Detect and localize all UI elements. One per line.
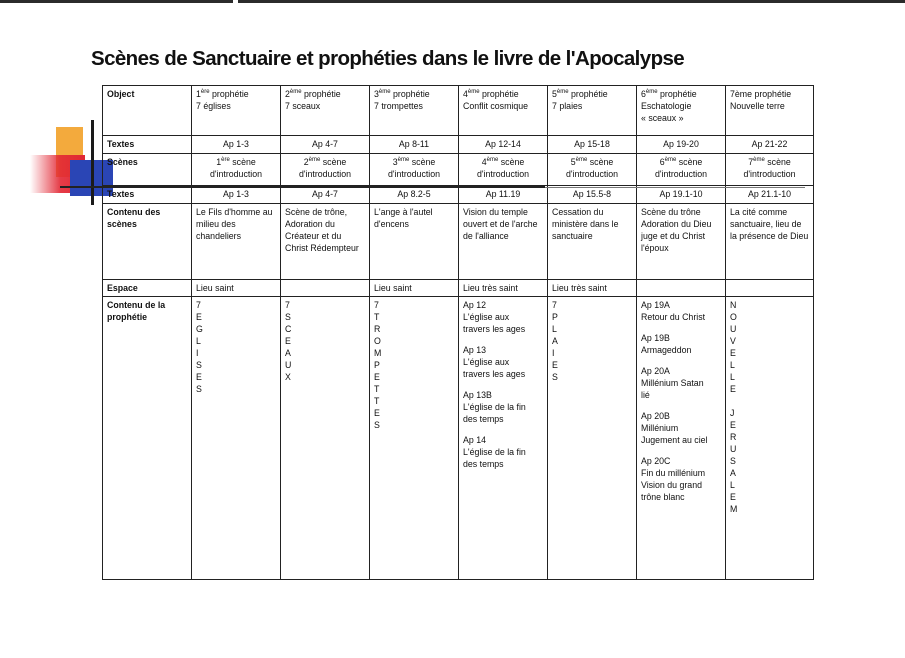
page-title: Scènes de Sanctuaire et prophéties dans le livre de l'Apocalypse xyxy=(91,47,685,70)
row-contenu-scenes xyxy=(103,204,814,280)
row-object xyxy=(103,86,814,136)
scenes-col6-num: 6 xyxy=(659,157,665,167)
prophetie-col4-text: Ap 14 xyxy=(463,435,486,445)
prophetie-gap xyxy=(641,323,721,332)
prophetie-col3-letter: E xyxy=(374,372,380,382)
prophetie-col1-letter: E xyxy=(196,312,202,322)
contenu-col7: La cité comme sanctuaire, lieu de la présence de Dieu xyxy=(730,207,809,241)
scenes-col2-num: 2 xyxy=(303,157,309,167)
object-cell-col6 xyxy=(637,86,726,136)
prophecy-table xyxy=(102,85,814,580)
prophetie-col1-letter: E xyxy=(196,372,202,382)
textes-col3: Ap 8-11 xyxy=(398,139,430,149)
prophetie-col7-letter: U xyxy=(730,324,737,334)
prophetie-col7-letter: U xyxy=(730,444,737,454)
scenes-col5-line1 xyxy=(552,156,632,168)
textes-cell-col3 xyxy=(370,136,459,154)
horizontal-accent-line xyxy=(60,186,545,188)
contenu-cell-col2 xyxy=(281,204,370,280)
prophetie-col5-letter: E xyxy=(552,360,558,370)
espace-cell-col3 xyxy=(370,280,459,297)
prophetie-col3-letter: P xyxy=(374,360,380,370)
textes2-col1: Ap 1-3 xyxy=(223,189,249,199)
scenes-col3-num: 3 xyxy=(392,157,398,167)
object-col1-line2: 7 églises xyxy=(196,101,231,111)
textes-cell-col1 xyxy=(192,136,281,154)
prophetie-col6-text: Ap 19B xyxy=(641,333,670,343)
object-col3-rest: prophétie xyxy=(390,89,430,99)
scenes-col4-rest: scène xyxy=(498,157,525,167)
prophetie-cell-col4 xyxy=(459,297,548,580)
object-cell-col2 xyxy=(281,86,370,136)
prophetie-col4-text: travers les ages xyxy=(463,324,526,334)
prophetie-col5-letter: P xyxy=(552,312,558,322)
scenes-col3-rest: scène xyxy=(409,157,436,167)
scenes-col7-line1 xyxy=(730,156,809,168)
vertical-accent-line xyxy=(91,120,94,205)
scenes-cell-col5 xyxy=(548,154,637,186)
scenes-col4-num: 4 xyxy=(481,157,487,167)
object-col6-rest: prophétie xyxy=(657,89,697,99)
object-col4-line2: Conflit cosmique xyxy=(463,101,529,111)
prophetie-col6-text: Armageddon xyxy=(641,345,692,355)
scenes-col6-sup: ème xyxy=(664,157,677,164)
textes2-cell-col2 xyxy=(281,186,370,204)
textes-col1: Ap 1-3 xyxy=(223,139,249,149)
scenes-col2-line1 xyxy=(285,156,365,168)
object-col5-sup: ème xyxy=(556,89,569,96)
row-label-object: Object xyxy=(103,86,192,136)
prophetie-col3-letter: 7 xyxy=(374,300,379,310)
prophetie-col2-letter: U xyxy=(285,360,292,370)
espace-col5: Lieu très saint xyxy=(552,283,607,293)
prophetie-col2-letter: A xyxy=(285,348,291,358)
textes2-cell-col1 xyxy=(192,186,281,204)
prophetie-col1-letter: L xyxy=(196,336,201,346)
contenu-col3: L'ange à l'autel d'encens xyxy=(374,207,433,229)
espace-cell-col7 xyxy=(726,280,814,297)
prophetie-col1-letter: S xyxy=(196,360,202,370)
prophetie-col1-letter: S xyxy=(196,384,202,394)
prophetie-col7-letter: L xyxy=(730,360,735,370)
textes-col2: Ap 4-7 xyxy=(312,139,338,149)
object-col7-rest: 7ème prophétie xyxy=(730,89,792,99)
prophetie-col3-letter: E xyxy=(374,408,380,418)
scenes-col7-num: 7 xyxy=(748,157,754,167)
prophetie-col4-text: des temps xyxy=(463,414,504,424)
contenu-col4: Vision du temple ouvert et de l'arche de l'alliance xyxy=(463,207,538,241)
scenes-cell-col3 xyxy=(370,154,459,186)
prophetie-col2-letter: E xyxy=(285,336,291,346)
object-col6-line3: « sceaux » xyxy=(641,113,684,123)
scenes-col1-sup: ère xyxy=(221,157,230,164)
contenu-cell-col4 xyxy=(459,204,548,280)
prophetie-col6-text: Vision du grand xyxy=(641,480,702,490)
object-col4-rest: prophétie xyxy=(479,89,519,99)
scenes-cell-col7 xyxy=(726,154,814,186)
object-col1-line1 xyxy=(196,88,276,100)
prophetie-col7-letter: S xyxy=(730,456,736,466)
object-cell-col1 xyxy=(192,86,281,136)
textes2-col7: Ap 21.1-10 xyxy=(747,189,792,199)
textes-cell-col5 xyxy=(548,136,637,154)
object-cell-col3 xyxy=(370,86,459,136)
prophetie-col4-text: Ap 13B xyxy=(463,390,492,400)
prophetie-col3-letter: T xyxy=(374,396,380,406)
prophetie-col7-letter: M xyxy=(730,504,738,514)
object-col7-line2: Nouvelle terre xyxy=(730,101,785,111)
prophetie-col3-letter: R xyxy=(374,324,381,334)
textes2-col6: Ap 19.1-10 xyxy=(659,189,703,199)
prophetie-col7-letter: E xyxy=(730,384,736,394)
textes-col5: Ap 15-18 xyxy=(574,139,610,149)
row-label-scenes: Scènes xyxy=(103,154,192,186)
row-espace xyxy=(103,280,814,297)
object-col2-sup: ème xyxy=(289,89,302,96)
scenes-col3-sup: ème xyxy=(397,157,410,164)
prophetie-col3-letter: M xyxy=(374,348,382,358)
object-col1-rest: prophétie xyxy=(209,89,249,99)
textes2-cell-col5 xyxy=(548,186,637,204)
textes-cell-col4 xyxy=(459,136,548,154)
prophetie-col2-letter: C xyxy=(285,324,292,334)
textes2-col3: Ap 8.2-5 xyxy=(397,189,431,199)
prophetie-col6-text: Retour du Christ xyxy=(641,312,706,322)
row-textes xyxy=(103,136,814,154)
object-col4-line1 xyxy=(463,88,543,100)
contenu-col6: Scène du trône Adoration du Dieu juge et du Christ l'époux xyxy=(641,207,712,253)
object-col6-line2: Eschatologie xyxy=(641,101,692,111)
textes-cell-col7 xyxy=(726,136,814,154)
scenes-col1-line1 xyxy=(196,156,276,168)
scenes-cell-col6 xyxy=(637,154,726,186)
scenes-col7-rest: scène xyxy=(764,157,791,167)
prophetie-col2-letter: 7 xyxy=(285,300,290,310)
prophetie-col5-letter: S xyxy=(552,372,558,382)
scenes-col7-sup: ème xyxy=(753,157,765,164)
scenes-col3-line2: d'introduction xyxy=(387,169,441,179)
textes-col7: Ap 21-22 xyxy=(751,139,788,149)
prophetie-col6-text: Fin du millénium xyxy=(641,468,706,478)
scenes-cell-col1 xyxy=(192,154,281,186)
prophetie-col7-letter: O xyxy=(730,312,737,322)
row-label-textes-2: Textes xyxy=(103,186,192,204)
prophetie-gap xyxy=(641,401,721,410)
prophetie-col1-letter: 7 xyxy=(196,300,201,310)
row-label-textes: Textes xyxy=(103,136,192,154)
textes2-cell-col6 xyxy=(637,186,726,204)
contenu-cell-col3 xyxy=(370,204,459,280)
prophetie-col6-text: Millénium xyxy=(641,423,679,433)
textes-col6: Ap 19-20 xyxy=(663,139,699,149)
prophetie-col6-text: Jugement au ciel xyxy=(641,435,708,445)
prophetie-col7-letter xyxy=(730,395,809,407)
prophetie-col7-letter: J xyxy=(730,408,735,418)
object-col1-sup: ère xyxy=(200,89,210,96)
contenu-col5: Cessation du ministère dans le sanctuaire xyxy=(552,207,619,241)
object-col5-num: 5 xyxy=(552,89,557,99)
scenes-col5-num: 5 xyxy=(570,157,576,167)
prophetie-col4-text: L'église aux xyxy=(463,357,510,367)
prophetie-cell-col7 xyxy=(726,297,814,580)
scenes-col6-line2: d'introduction xyxy=(654,169,708,179)
textes2-col4: Ap 11.19 xyxy=(485,189,521,199)
textes2-cell-col7 xyxy=(726,186,814,204)
top-border-line xyxy=(0,0,905,3)
object-col3-line2: 7 trompettes xyxy=(374,101,423,111)
prophetie-col5-letter: 7 xyxy=(552,300,557,310)
object-col7-line1 xyxy=(730,88,809,100)
object-col5-rest: prophétie xyxy=(568,89,608,99)
scenes-col6-rest: scène xyxy=(676,157,703,167)
object-col6-line1 xyxy=(641,88,721,100)
scenes-col4-line2: d'introduction xyxy=(476,169,530,179)
prophetie-col1-letter: I xyxy=(196,348,199,358)
prophetie-col7-letter: A xyxy=(730,468,736,478)
espace-cell-col5 xyxy=(548,280,637,297)
object-col3-num: 3 xyxy=(374,89,379,99)
prophetie-col6-text: Millénium Satan xyxy=(641,378,704,388)
prophetie-col4-text: Ap 12 xyxy=(463,300,486,310)
espace-cell-col6 xyxy=(637,280,726,297)
prophetie-col6-text: lié xyxy=(641,390,650,400)
prophetie-col3-letter: T xyxy=(374,312,380,322)
scenes-col7-line2: d'introduction xyxy=(743,169,796,179)
contenu-col2: Scène de trône, Adoration du Créateur et du Christ Rédempteur xyxy=(285,207,359,253)
prophetie-gap xyxy=(463,380,543,389)
prophetie-col6-text: Ap 20C xyxy=(641,456,671,466)
textes2-cell-col3 xyxy=(370,186,459,204)
row-textes-2 xyxy=(103,186,814,204)
prophetie-col2-letter: X xyxy=(285,372,291,382)
prophetie-gap xyxy=(641,356,721,365)
textes-col4: Ap 12-14 xyxy=(485,139,521,149)
textes2-col5: Ap 15.5-8 xyxy=(572,189,612,199)
object-cell-col7 xyxy=(726,86,814,136)
espace-col1: Lieu saint xyxy=(196,283,234,293)
contenu-cell-col6 xyxy=(637,204,726,280)
prophetie-col3-letter: S xyxy=(374,420,380,430)
prophetie-col6-text: trône blanc xyxy=(641,492,685,502)
object-col2-line1 xyxy=(285,88,365,100)
prophetie-col7-letter: V xyxy=(730,336,736,346)
horizontal-accent-line-thin xyxy=(545,187,805,188)
prophetie-gap xyxy=(463,425,543,434)
prophetie-cell-col3 xyxy=(370,297,459,580)
prophetie-cell-col6 xyxy=(637,297,726,580)
prophetie-col4-text: L'église de la fin xyxy=(463,447,526,457)
contenu-cell-col5 xyxy=(548,204,637,280)
prophetie-gap xyxy=(641,446,721,455)
contenu-col1: Le Fils d'homme au milieu des chandeliers xyxy=(196,207,273,241)
contenu-cell-col7 xyxy=(726,204,814,280)
scenes-col3-line1 xyxy=(374,156,454,168)
row-label-contenu-prophetie: Contenu de la prophétie xyxy=(103,297,192,580)
object-col6-sup: ème xyxy=(645,89,658,96)
prophetie-col5-letter: I xyxy=(552,348,555,358)
prophetie-col7-letter: E xyxy=(730,348,736,358)
object-col6-num: 6 xyxy=(641,89,646,99)
scenes-cell-col4 xyxy=(459,154,548,186)
object-col4-num: 4 xyxy=(463,89,468,99)
scenes-col2-line2: d'introduction xyxy=(298,169,352,179)
prophetie-col6-text: Ap 20A xyxy=(641,366,670,376)
prophetie-col5-letter: L xyxy=(552,324,557,334)
prophetie-col6-text: Ap 19A xyxy=(641,300,670,310)
prophetie-gap xyxy=(463,335,543,344)
scenes-col5-sup: ème xyxy=(575,157,588,164)
object-col5-line1 xyxy=(552,88,632,100)
prophetie-col4-text: L'église aux xyxy=(463,312,510,322)
scenes-cell-col2 xyxy=(281,154,370,186)
object-col3-line1 xyxy=(374,88,454,100)
scenes-col4-line1 xyxy=(463,156,543,168)
row-contenu-prophetie xyxy=(103,297,814,580)
prophetie-col2-letter: S xyxy=(285,312,291,322)
espace-col3: Lieu saint xyxy=(374,283,412,293)
scenes-col1-rest: scène xyxy=(229,157,256,167)
row-scenes xyxy=(103,154,814,186)
prophetie-col7-letter: R xyxy=(730,432,737,442)
scenes-col1-num: 1 xyxy=(216,157,222,167)
prophetie-col5-letter: A xyxy=(552,336,558,346)
prophetie-col7-letter: E xyxy=(730,492,736,502)
object-col3-sup: ème xyxy=(378,89,391,96)
espace-col4: Lieu très saint xyxy=(463,283,518,293)
scenes-col6-line1 xyxy=(641,156,721,168)
textes2-col2: Ap 4-7 xyxy=(312,189,338,199)
scenes-col1-line2: d'introduction xyxy=(209,169,263,179)
object-col2-num: 2 xyxy=(285,89,290,99)
prophetie-cell-col2 xyxy=(281,297,370,580)
espace-cell-col1 xyxy=(192,280,281,297)
object-col1-num: 1 xyxy=(196,89,201,99)
prophetie-col4-text: L'église de la fin xyxy=(463,402,526,412)
row-label-espace: Espace xyxy=(103,280,192,297)
prophetie-cell-col5 xyxy=(548,297,637,580)
top-border-gap xyxy=(233,0,238,3)
object-col5-line2: 7 plaies xyxy=(552,101,583,111)
textes-cell-col6 xyxy=(637,136,726,154)
prophetie-col7-letter: E xyxy=(730,420,736,430)
prophetie-col4-text: Ap 13 xyxy=(463,345,486,355)
scenes-col5-rest: scène xyxy=(587,157,614,167)
prophetie-col6-text: Ap 20B xyxy=(641,411,670,421)
object-col4-sup: ème xyxy=(467,89,480,96)
prophetie-col4-text: des temps xyxy=(463,459,504,469)
scenes-col2-rest: scène xyxy=(320,157,347,167)
prophetie-col7-letter: N xyxy=(730,300,737,310)
scenes-col4-sup: ème xyxy=(486,157,499,164)
prophetie-col7-letter: L xyxy=(730,480,735,490)
textes2-cell-col4 xyxy=(459,186,548,204)
object-col2-line2: 7 sceaux xyxy=(285,101,321,111)
prophetie-col3-letter: T xyxy=(374,384,380,394)
scenes-col2-sup: ème xyxy=(308,157,321,164)
scenes-col5-line2: d'introduction xyxy=(565,169,619,179)
prophetie-col1-letter: G xyxy=(196,324,203,334)
contenu-cell-col1 xyxy=(192,204,281,280)
object-cell-col4 xyxy=(459,86,548,136)
object-col2-rest: prophétie xyxy=(301,89,341,99)
row-label-contenu-scenes: Contenu des scènes xyxy=(103,204,192,280)
espace-cell-col2 xyxy=(281,280,370,297)
textes-cell-col2 xyxy=(281,136,370,154)
prophetie-col4-text: travers les ages xyxy=(463,369,526,379)
espace-cell-col4 xyxy=(459,280,548,297)
prophetie-col3-letter: O xyxy=(374,336,381,346)
object-cell-col5 xyxy=(548,86,637,136)
prophetie-col7-letter: L xyxy=(730,372,735,382)
prophetie-cell-col1 xyxy=(192,297,281,580)
